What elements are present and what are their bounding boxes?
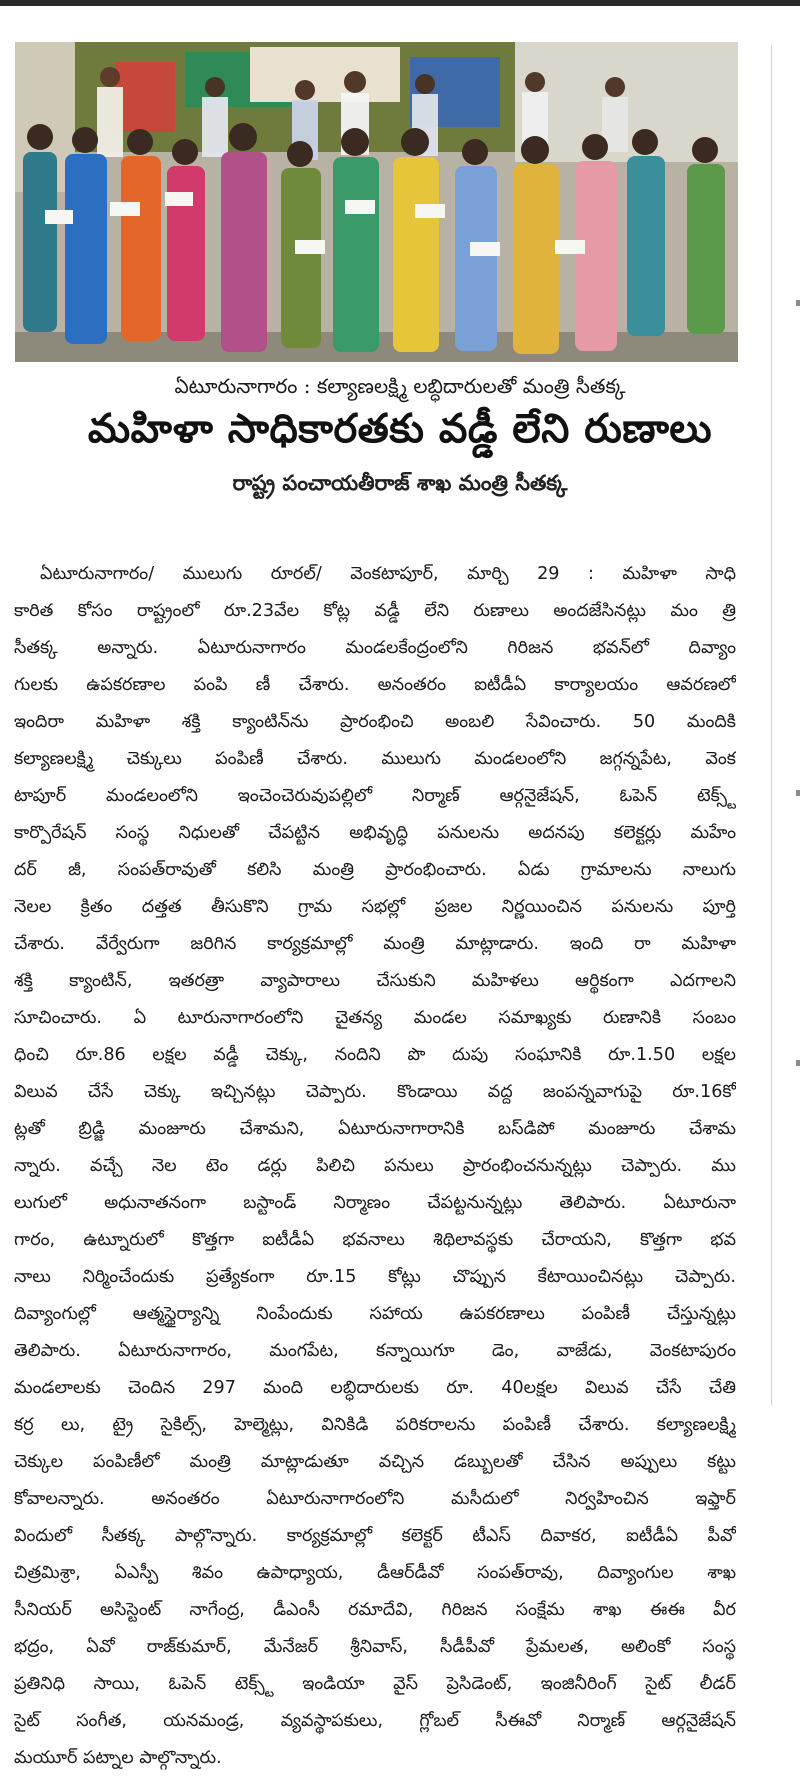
article-line: శక్తి క్యాంటిన్, ఇతరత్రా వ్యాపారాలు చేసుకుని మహిళలు ఆర్థికంగా ఎదగాలని — [14, 971, 736, 991]
subheadline: రాష్ట్ర పంచాయతీరాజ్ శాఖ మంత్రి సీతక్క — [232, 471, 568, 495]
article-line: టాపూర్ మండలంలోని ఇంచెంచెరువుపల్లిలో నిర్మాణ్ ఆర్గనైజేషన్, ఓపెన్ టెక్స్ట్ — [14, 786, 736, 806]
article-line: చేశారు. వేర్వేరుగా జరిగిన కార్యక్రమాల్లో మంత్రి మాట్లాడారు. ఇంది రా మహిళా — [14, 934, 736, 954]
article-line: చిత్రమిశ్రా, ఏఎస్పీ శివం ఉపాధ్యాయ, డీఆర్‌డీవో సంపత్‌రావు, దివ్యాంగుల శాఖ — [14, 1563, 736, 1583]
article-line: ట్లతో బ్రిడ్జి మంజూరు చేశామని, ఏటూరునాగారానికి బస్‌డిపో మంజూరు చేశామ — [14, 1119, 736, 1139]
article-body — [14, 556, 736, 1777]
article-line: చెక్కుల పంపిణీలో మంత్రి మాట్లాడుతూ వచ్చిన డబ్బులతో చేసిన అప్పులు కట్టు — [14, 1452, 736, 1472]
margin-mark — [796, 300, 800, 306]
article-line: దివ్యాంగుల్లో ఆత్మస్థైర్యాన్ని నింపేందుకు సహాయ ఉపకరణాలు పంపిణీ చేస్తున్నట్లు — [14, 1304, 736, 1324]
article-line: మండలాలకు చెందిన 297 మంది లబ్ధిదారులకు రూ. 40లక్షల విలువ చేసే చేతి — [14, 1378, 736, 1398]
article-line: విలువ చేసే చెక్కు ఇచ్చినట్లు చెప్పారు. కొండాయి వద్ద జంపన్నవాగుపై రూ.16కో — [14, 1082, 736, 1102]
article-line: నాలు నిర్మించేందుకు ప్రత్యేకంగా రూ.15 కోట్లు చొప్పున కేటాయించినట్లు చెప్పారు. — [14, 1267, 736, 1287]
top-border — [0, 0, 800, 6]
article-line: నెలల క్రితం దత్తత తీసుకొని గ్రామ సభల్లో ప్రజల నిర్ణయించిన పనులను పూర్తి — [14, 897, 736, 917]
article-line: ధించి రూ.86 లక్షల వడ్డీ చెక్కు, నందిని పొ దుపు సంఘానికి రూ.1.50 లక్షల — [14, 1045, 736, 1065]
margin-mark — [796, 790, 800, 796]
article-line: గులకు ఉపకరణాల పంపి ణీ చేశారు. అనంతరం ఐటీడీఏ కార్యాలయం ఆవరణలో — [14, 675, 736, 695]
article-line: సూచించారు. ఏ టూరునాగారంలోని చైతన్య మండల సమాఖ్యకు రుణానికి సంబం — [14, 1008, 736, 1028]
margin-mark — [796, 1060, 800, 1066]
column-divider — [771, 45, 772, 1405]
article-line: కల్యాణలక్ష్మి చెక్కులు పంపిణీ చేశారు. ములుగు మండలంలోని జగ్గన్నపేట, వెంక — [14, 749, 736, 769]
article-line: భద్రం, ఏవో రాజ్‌కుమార్, మేనేజర్ శ్రీనివాస్, సీడీపీవో ప్రేమలత, అలింకో సంస్థ — [14, 1637, 736, 1657]
article-line: ఏటూరునాగారం/ ములుగు రూరల్/ వెంకటాపూర్, మార్చి 29 : మహిళా సాధి — [40, 564, 736, 584]
article-line: లుగులో అధునాతనంగా బస్టాండ్ నిర్మాణం చేపట్టనున్నట్లు తెలిపారు. ఏటూరునా — [14, 1193, 736, 1213]
article-line: తెలిపారు. ఏటూరునాగారం, మంగపేట, కన్నాయిగూ డెం, వాజేడు, వెంకటాపురం — [14, 1341, 736, 1361]
article-line: కోవాలన్నారు. అనంతరం ఏటూరునాగారంలోని మసీదులో నిర్వహించిన ఇఫ్తార్ — [14, 1489, 736, 1509]
article-line: సైట్ సంగీత, యనమండ్ర, వ్యవస్థాపకులు, గ్లోబల్ సీఈవో నిర్మాణ్ ఆర్గనైజేషన్ — [14, 1711, 736, 1731]
article-line: కార్పొరేషన్ సంస్థ నిధులతో చేపట్టిన అభివృద్ధి పనులను అదనపు కలెక్టర్లు మహేం — [14, 823, 736, 843]
article-line: కారిత కోసం రాష్ట్రంలో రూ.23వేల కోట్ల వడ్డీ లేని రుణాలు అందజేసినట్లు మం త్రి — [14, 601, 736, 621]
article-line: మయూర్ పట్నాల పాల్గొన్నారు. — [14, 1748, 222, 1768]
article-line: సీతక్క అన్నారు. ఏటూరునాగారం మండలకేంద్రంలోని గిరిజన భవన్‌లో దివ్యాం — [14, 638, 736, 658]
article-line: సీనియర్ అసిస్టెంట్ నాగేంద్ర, డీఎంసీ రమాదేవి, గిరిజన సంక్షేమ శాఖ ఈఈ వీర — [14, 1600, 736, 1620]
article-line: న్నారు. వచ్చే నెల టెం డర్లు పిలిచి పనులు ప్రారంభించనున్నట్లు చెప్పారు. ము — [14, 1156, 736, 1176]
news-photo — [15, 42, 738, 362]
article-line: విందులో సీతక్క పాల్గొన్నారు. కార్యక్రమాల్లో కలెక్టర్ టీఎస్ దివాకర, ఐటీడీఏ పీవో — [14, 1526, 736, 1546]
headline: మహిళా సాధికారతకు వడ్డీ లేని రుణాలు — [87, 406, 713, 452]
photo-caption: ఏటూరునాగారం : కల్యాణలక్ష్మి లబ్ధిదారులతో మంత్రి సీతక్క — [174, 374, 626, 398]
article-line: దర్ జీ, సంపత్‌రావుతో కలిసి మంత్రి ప్రారంభించారు. ఏడు గ్రామాలను నాలుగు — [14, 860, 736, 880]
article-line: ఇందిరా మహిళా శక్తి క్యాంటిన్‌ను ప్రారంభించి అంబలి సేవించారు. 50 మందికి — [14, 712, 736, 732]
article-line: ప్రతినిధి సాయి, ఓపెన్ టెక్స్ట్ ఇండియా వైస్ ప్రెసిడెంట్, ఇంజినీరింగ్ సైట్ లీడర్ — [14, 1674, 736, 1694]
article-line: కర్ర లు, ట్రై సైకిల్స్, హెల్మెట్లు, వినికిడి పరికరాలను పంపిణీ చేశారు. కల్యాణలక్ష్మి — [14, 1415, 736, 1435]
article-line: గారం, ఉట్నూరులో కొత్తగా ఐటీడీఏ భవనాలు శిథిలావస్థకు చేరాయని, కొత్తగా భవ — [14, 1230, 736, 1250]
